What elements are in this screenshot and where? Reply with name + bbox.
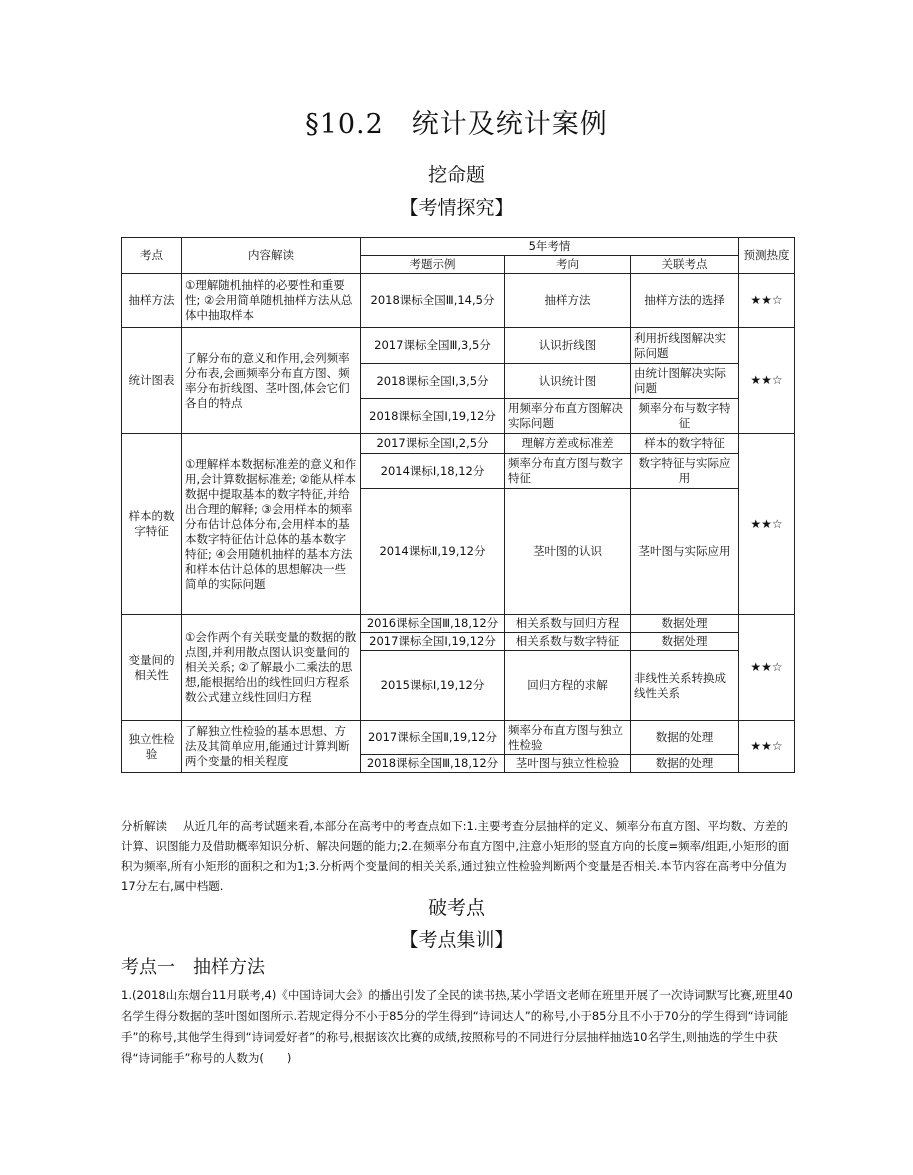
cell-direction: 频率分布直方图与数字特征 [505,454,631,489]
cell-related: 数据处理 [631,615,739,633]
cell-related: 数据的处理 [631,755,739,773]
question-1: 1.(2018山东烟台11月联考,4)《中国诗词大会》的播出引发了全民的读书热,某小学语文老师在班里开展了一次诗词默写比赛,班里40名学生得分数据的茎叶图如图所示.若规定得分不小于85分的学生得到“诗词达人”的称号,小于85分且不小于70分的学生得到“诗词能手”的称号,其他学生得到“诗词爱好者”的称号,根据该次比赛的成绩,按照称号的不同进行分层抽样抽选10名学生,则抽选的学生中获得“诗词能手”称号的人数为( ) [121,988,793,1065]
header-example: 考题示例 [361,256,505,274]
cell-direction: 频率分布直方图与独立性检验 [505,721,631,755]
header-related: 关联考点 [631,256,739,274]
cell-related: 茎叶图与实际应用 [631,489,739,615]
exam-analysis-table [121,237,795,773]
cell-direction: 茎叶图与独立性检验 [505,755,631,773]
cell-direction: 认识统计图 [505,364,631,399]
section-heading-wamingti: 挖命题 [427,164,485,186]
cell-example: 2015课标Ⅰ,19,12分 [361,651,505,721]
header-neirong: 内容解读 [182,238,361,274]
cell-example: 2017课标全国Ⅰ,19,12分 [361,633,505,651]
heat-stars: ★★☆ [739,615,795,721]
cell-example: 2018课标全国Ⅰ,19,12分 [361,399,505,434]
section-subheading-kaoqing: 【考情探究】 [399,197,514,219]
table-row [122,274,795,328]
cell-example: 2014课标Ⅰ,18,12分 [361,454,505,489]
analysis-lead: 分析解读 [121,819,167,833]
table-row [122,615,795,633]
analysis-text: 从近几年的高考试题来看,本部分在高考中的考查点如下:1.主要考查分层抽样的定义、频率分布直方图、平均数、方差的计算、识图能力及借助概率知识分析、解决问题的能力;2.在频率分布直方图中,注意小矩形的竖直方向的长度=频率/组距,小矩形的面积为频率,所有小矩形的面积之和为1;3.分析两个变量间的相关关系,通过独立性检验判断两个变量是否相关.本节内容在高考中分值为17分左右,属中档题. [121,819,790,893]
cell-related: 由统计图解决实际问题 [631,364,739,399]
cell-direction: 回归方程的求解 [505,651,631,721]
cell-kaodian: 独立性检验 [122,721,182,773]
cell-kaodian: 统计图表 [122,328,182,434]
cell-related: 利用折线图解决实际问题 [631,328,739,364]
cell-direction: 茎叶图的认识 [505,489,631,615]
cell-example: 2014课标Ⅱ,19,12分 [361,489,505,615]
cell-kaodian: 样本的数字特征 [122,434,182,615]
cell-direction: 认识折线图 [505,328,631,364]
cell-example: 2016课标全国Ⅲ,18,12分 [361,615,505,633]
cell-neirong: ①理解样本数据标准差的意义和作用,会计算数据标准差; ②能从样本数据中提取基本的数字特征,并给出合理的解释; ③会用样本的频率分布估计总体分布,会用样本的基本数字特征估计总体的基本数字特征; ④会用随机抽样的基本方法和样本估计总体的思想解决一些简单的实际问题 [182,434,361,615]
cell-related: 抽样方法的选择 [631,274,739,328]
heat-stars: ★★☆ [739,721,795,773]
cell-example: 2018课标全国Ⅰ,3,5分 [361,364,505,399]
table-row [122,434,795,454]
cell-direction: 相关系数与数字特征 [505,633,631,651]
heat-stars: ★★☆ [739,434,795,615]
cell-example: 2017课标全国Ⅰ,2,5分 [361,434,505,454]
header-heat: 预测热度 [739,238,795,274]
cell-related: 数字特征与实际应用 [631,454,739,489]
cell-direction: 用频率分布直方图解决实际问题 [505,399,631,434]
cell-neirong: ①会作两个有关联变量的数据的散点图,并利用散点图认识变量间的相关关系; ②了解最小二乘法的思想,能根据给出的线性回归方程系数公式建立线性回归方程 [182,615,361,721]
header-direction: 考向 [505,256,631,274]
cell-kaodian: 抽样方法 [122,274,182,328]
cell-neirong: ①理解随机抽样的必要性和重要性; ②会用简单随机抽样方法从总体中抽取样本 [182,274,361,328]
section-heading-pokaodian: 破考点 [427,897,485,919]
cell-related: 数据的处理 [631,721,739,755]
cell-direction: 相关系数与回归方程 [505,615,631,633]
header-five-year: 5年考情 [361,238,739,256]
cell-direction: 抽样方法 [505,274,631,328]
table-row [122,721,795,755]
cell-neirong: 了解分布的意义和作用,会列频率分布表,会画频率分布直方图、频率分布折线图、茎叶图,体会它们各自的特点 [182,328,361,434]
cell-kaodian: 变量间的相关性 [122,615,182,721]
cell-example: 2018课标全国Ⅲ,18,12分 [361,755,505,773]
cell-related: 样本的数字特征 [631,434,739,454]
header-kaodian: 考点 [122,238,182,274]
cell-direction: 理解方差或标准差 [505,434,631,454]
cell-example: 2017课标全国Ⅲ,3,5分 [361,328,505,364]
section-subheading-jixun: 【考点集训】 [399,929,514,951]
cell-neirong: 了解独立性检验的基本思想、方法及其简单应用,能通过计算判断两个变量的相关程度 [182,721,361,773]
heat-stars: ★★☆ [739,274,795,328]
page-title: §10.2 统计及统计案例 [305,109,608,140]
kaodian-heading: 考点一 抽样方法 [121,957,265,978]
cell-related: 非线性关系转换成线性关系 [631,651,739,721]
analysis-paragraph [121,816,794,896]
cell-example: 2018课标全国Ⅲ,14,5分 [361,274,505,328]
cell-related: 数据处理 [631,633,739,651]
cell-related: 频率分布与数字特征 [631,399,739,434]
heat-stars: ★★☆ [739,328,795,434]
table-row [122,328,795,364]
cell-example: 2017课标全国Ⅱ,19,12分 [361,721,505,755]
